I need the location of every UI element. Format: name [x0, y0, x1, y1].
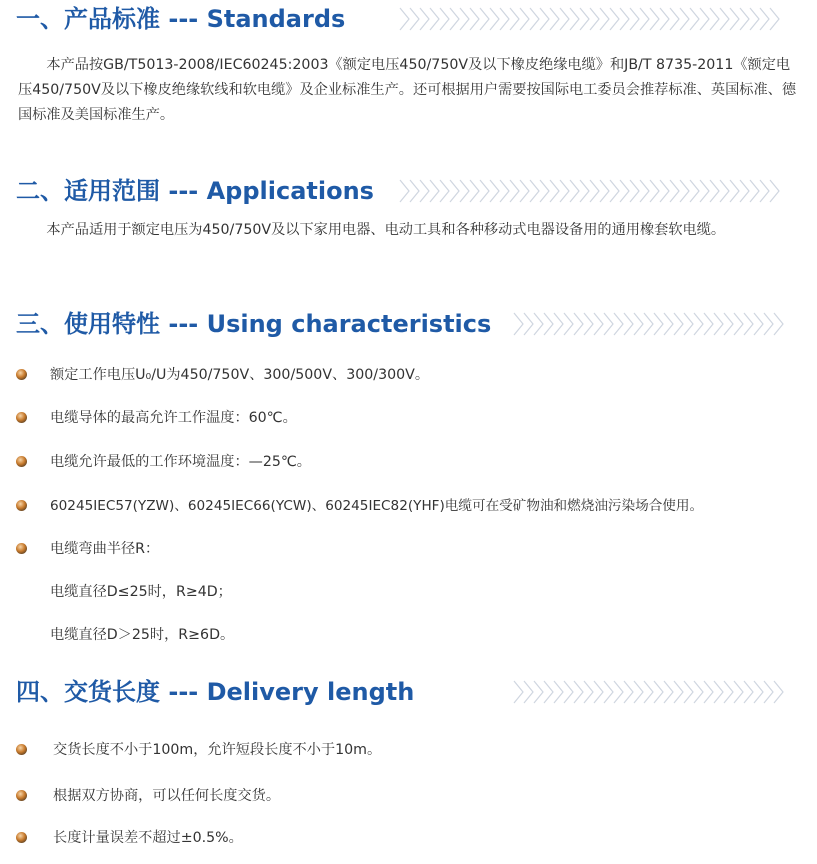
bullet-icon	[16, 744, 27, 755]
section-heading: 一、产品标准 --- Standards	[16, 5, 346, 33]
chevron-decoration-icon	[512, 310, 788, 338]
bullet-icon	[16, 790, 27, 801]
section-characteristics: 三、使用特性 --- Using characteristics 额定工作电压U₀/U为450/750V、300/500V、300/300V。 电缆导体的最高允许工作温度：60℃。 电缆允许最低的工作环境温度：—25℃。 60245IEC57(YZW)、60245IEC66(YCW)、60245IEC82(YHF)电缆可在受矿物油和燃烧油污染场合使用。 电缆弯曲半径R： 电缆直径D≤25时，R≥4D； 电缆直径D＞25时，R≥6D。	[0, 307, 817, 647]
bullet-icon	[16, 369, 27, 380]
standards-paragraph: 本产品按GB/T5013-2008/IEC60245:2003《额定电压450/750V及以下橡皮绝缘电缆》和JB/T 8735-2011《额定电压450/750V及以下橡皮绝缘软线和软电缆》及企业标准生产。还可根据用户需要按国际电工委员会推荐标准、英国标准、德国标准及美国标准生产。	[18, 57, 797, 123]
bullet-icon	[16, 543, 27, 554]
chevron-decoration-icon	[398, 177, 788, 205]
section-standards	[0, 2, 817, 132]
section-delivery: 四、交货长度 --- Delivery length 交货长度不小于100m，允许短段长度不小于10m。 根据双方协商，可以任何长度交货。 长度计量误差不超过±0.5%。	[0, 675, 817, 860]
section-heading: 三、使用特性 --- Using characteristics	[16, 310, 492, 338]
section-heading: 四、交货长度 --- Delivery length	[16, 678, 415, 706]
section-heading: 二、适用范围 --- Applications	[16, 177, 374, 205]
bullet-icon	[16, 500, 27, 511]
section-applications	[0, 174, 817, 274]
applications-paragraph: 本产品适用于额定电压为450/750V及以下家用电器、电动工具和各种移动式电器设备用的通用橡套软电缆。	[46, 222, 726, 238]
bullet-icon	[16, 456, 27, 467]
chevron-decoration-icon	[512, 678, 788, 706]
sub-item: 电缆直径D≤25时，R≥4D；	[50, 584, 232, 600]
chevron-decoration-icon	[398, 5, 788, 33]
sub-item: 电缆直径D＞25时，R≥6D。	[50, 627, 235, 643]
bullet-icon	[16, 832, 27, 843]
bullet-icon	[16, 412, 27, 423]
